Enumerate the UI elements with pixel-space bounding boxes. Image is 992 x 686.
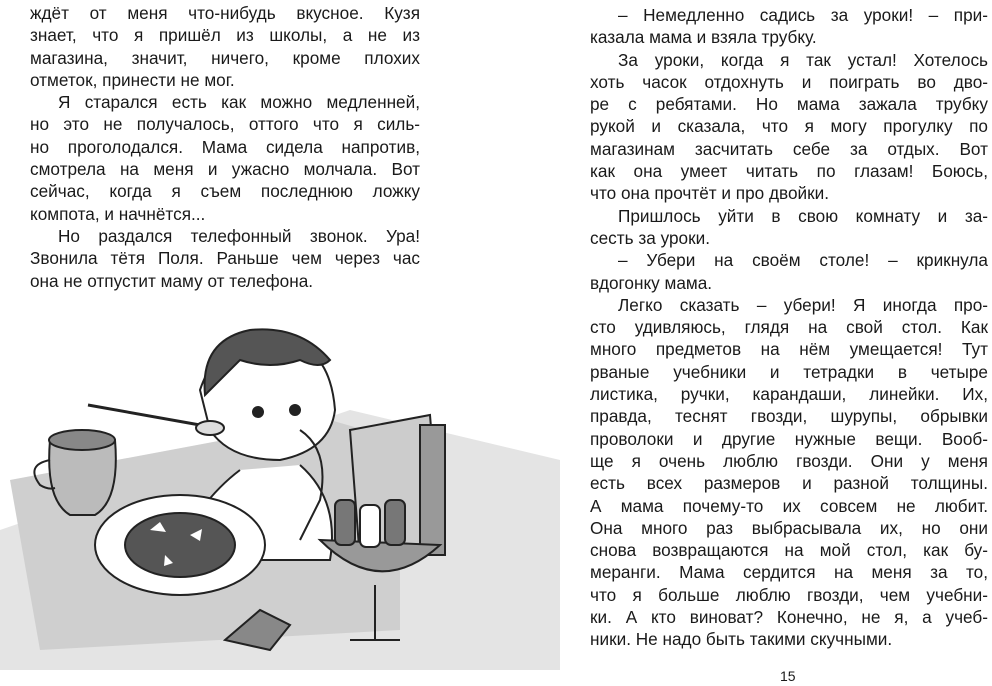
text-line: ждёт от меня что-нибудь вкусное. Кузя	[30, 3, 420, 23]
text-line: проволоки и другие нужные вещи. Вооб-	[590, 428, 988, 449]
text-line: Легко сказать – убери! Я иногда про-	[618, 294, 988, 315]
text-line: За уроки, когда я так устал! Хотелось	[618, 49, 988, 70]
text-line: как она умеет читать по глазам! Боюсь,	[590, 161, 988, 182]
boy-eating-illustration	[0, 300, 560, 670]
text-line: хоть часок отдохнуть и поиграть во дво-	[590, 71, 988, 92]
text-line: ники. Не надо быть такими скучными.	[590, 629, 893, 650]
soup-plate	[95, 495, 265, 595]
text-line: знает, что я пришёл из школы, а не из	[30, 25, 420, 46]
text-line: компота, и начнётся...	[30, 203, 206, 224]
text-line: сесть за уроки.	[590, 227, 710, 248]
text-line: смотрела на меня и ужасно молчала. Вот	[30, 159, 420, 180]
text-line: магазина, значит, ничего, кроме плохих	[30, 47, 420, 68]
text-line: листика, ручки, карандаши, линейки. Их,	[590, 384, 988, 405]
text-line: магазинам засчитать себе за отдых. Вот	[590, 138, 988, 159]
page-number: 15	[780, 668, 796, 684]
text-line: Но раздался телефонный звонок. Ура!	[58, 225, 420, 246]
text-line: отметок, принести не мог.	[30, 69, 235, 90]
text-line: правда, теснят гвозди, шурупы, обрывки	[590, 406, 988, 427]
text-line: А мама почему-то их совсем не любит.	[590, 495, 988, 516]
right-text-column	[590, 4, 988, 651]
text-line: рваные учебники и тетрадки в четыре	[590, 361, 988, 382]
text-line: сто удивляюсь, глядя на свой стол. Как	[590, 317, 988, 338]
text-line: но проголодался. Мама сидела напротив,	[30, 136, 420, 157]
text-line: – Немедленно садись за уроки! – при-	[618, 5, 988, 25]
text-line: меранги. Мама сердится на меня за то,	[590, 562, 988, 583]
text-line: есть всех размеров и разной толщины.	[590, 473, 988, 494]
text-line: что я больше люблю гвозди, чем учебни-	[590, 584, 988, 605]
text-line: ки. А кто виноват? Конечно, не я, а учеб-	[590, 607, 988, 628]
text-line: рукой и сказала, что я могу прогулку по	[590, 116, 988, 137]
text-line: ще я очень люблю гвозди. Они у меня	[590, 450, 988, 471]
text-line: много предметов на нём умещается! Тут	[590, 339, 988, 360]
text-line: ре с ребятами. Но мама зажала трубку	[590, 94, 988, 115]
text-line: что она прочтёт и про двойки.	[590, 183, 830, 204]
text-line: Она много раз выбрасывала их, но они	[590, 517, 988, 538]
text-line: вдогонку мама.	[590, 272, 713, 293]
text-line: снова возвращаются на мой стол, как бу-	[590, 540, 988, 561]
text-line: Звонила тётя Поля. Раньше чем через час	[30, 248, 420, 269]
text-line: Я старался есть как можно медленней,	[58, 92, 420, 113]
text-line: она не отпустит маму от телефона.	[30, 270, 314, 291]
text-line: но это не получалось, оттого что я силь-	[30, 114, 420, 135]
text-line: казала мама и взяла трубку.	[590, 27, 817, 48]
left-text-column	[30, 2, 420, 292]
text-line: – Убери на своём столе! – крикнула	[618, 250, 988, 271]
text-line: Пришлось уйти в свою комнату и за-	[618, 205, 988, 226]
text-line: сейчас, когда я съем последнюю ложку	[30, 181, 420, 202]
